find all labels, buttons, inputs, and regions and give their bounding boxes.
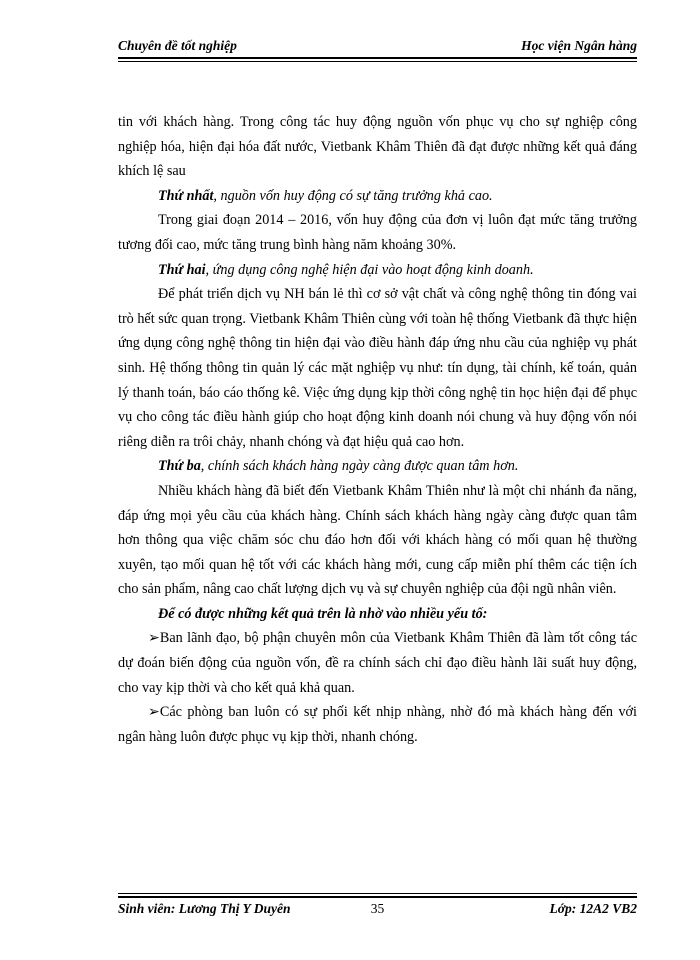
heading-third-label: Thứ ba [158,458,201,475]
body-text [118,110,637,749]
heading-third-text: , chính sách khách hàng ngày càng được quan tâm hơn. [200,458,519,475]
page-number: 35 [370,901,385,916]
header-rule-thick [118,57,637,59]
arrow-bullet-icon: ➢ [148,704,160,721]
page-footer [118,901,637,921]
heading-first-text: , nguồn vốn huy động có sự tăng trưởng khả cao. [213,187,493,204]
footer-student-name: Sinh viên: Lương Thị Y Duyên [118,901,291,916]
bullet-item-2 [118,700,637,749]
header-right-title: Học viện Ngân hàng [521,38,637,53]
paragraph-capital: Trong giai đoạn 2014 – 2016, vốn huy động của đơn vị luôn đạt mức tăng trưởng tương đối cao, mức tăng trung bình hàng năm khoảng 30%. [118,212,637,253]
paragraph-customer-policy: Nhiều khách hàng đã biết đến Vietbank Khâm Thiên như là một chi nhánh đa năng, đáp ứng mọi yêu cầu của khách hàng. Chính sách khách hàng ngày càng được quan tâm hơn thông qua việc chăm sóc chu đáo hơn đối với khách hàng có mối quan hệ thường xuyên, tạo mối quan hệ tốt với các khách hàng mới, cung cấp miễn phí thêm các tiện ích cho sản phẩm, nâng cao chất lượng dịch vụ và sự chuyên nghiệp của đội ngũ nhân viên. [118,482,637,598]
heading-factors: Để có được những kết quả trên là nhờ vào nhiều yếu tố: [158,605,488,622]
header-left-title: Chuyên đề tốt nghiệp [118,38,237,53]
heading-second-text: , ứng dụng công nghệ hiện đại vào hoạt động kinh doanh. [205,261,534,278]
heading-first [118,184,637,209]
heading-second-label: Thứ hai [158,261,206,278]
heading-second [118,258,637,283]
arrow-bullet-icon: ➢ [148,630,160,647]
paragraph-technology: Để phát triển dịch vụ NH bán lẻ thì cơ sở vật chất và công nghệ thông tin đóng vai trò hết sức quan trọng. Vietbank Khâm Thiên cùng với toàn hệ thống Vietbank đã thực hiện ứng dụng công nghệ thông tin hiện đại vào điều hành đáp ứng nhu cầu của nghiệp vụ phát sinh. Hệ thống thông tin quản lý các mặt nghiệp vụ như: tín dụng, tài chính, kế toán, quản lý thanh toán, báo cáo thống kê. Việc ứng dụng kịp thời công nghệ tin học hiện đại để phục vụ cho công tác điều hành giúp cho hoạt động kinh doanh nói chung và huy động vốn nói riêng diễn ra trôi chảy, nhanh chóng và đạt hiệu quả cao hơn. [118,286,637,450]
page-header [118,38,637,58]
footer-rule-thin [118,893,637,894]
heading-third [118,454,637,479]
footer-class: Lớp: 12A2 VB2 [549,901,637,916]
bullet-item-1 [118,626,637,700]
header-rule-thin [118,61,637,62]
heading-first-label: Thứ nhất [158,187,214,204]
paragraph-intro: tin với khách hàng. Trong công tác huy động nguồn vốn phục vụ cho sự nghiệp công nghiệp hóa, hiện đại hóa đất nước, Vietbank Khâm Thiên đã đạt được những kết quả đáng khích lệ sau [118,114,637,180]
footer-rule-thick [118,896,637,898]
bullet-item-1-text: Ban lãnh đạo, bộ phận chuyên môn của Vietbank Khâm Thiên đã làm tốt công tác dự đoán biến động của nguồn vốn, đề ra chính sách chỉ đạo điều hành lãi suất huy động, cho vay kịp thời và cho kết quả khả quan. [118,630,637,696]
bullet-item-2-text: Các phòng ban luôn có sự phối kết nhịp nhàng, nhờ đó mà khách hàng đến với ngân hàng luôn được phục vụ kịp thời, nhanh chóng. [118,704,637,745]
